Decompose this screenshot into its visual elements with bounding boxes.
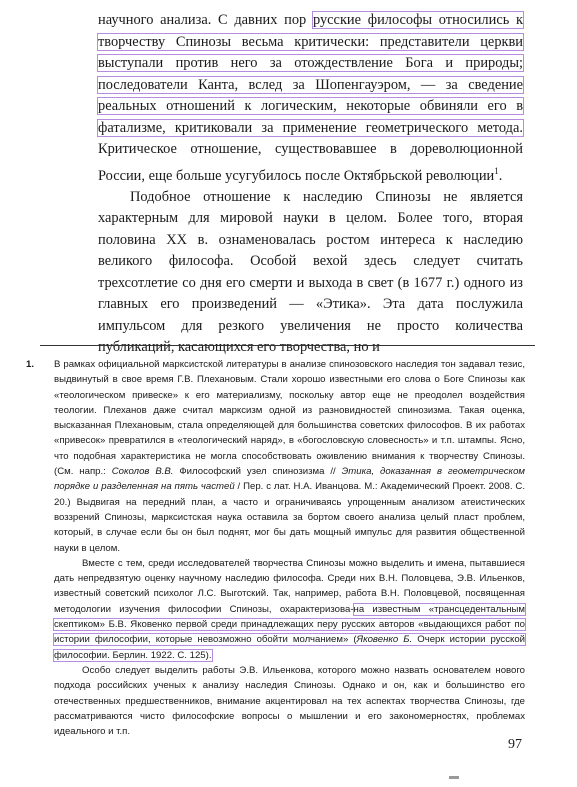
footnote-divider xyxy=(40,345,535,346)
main-text xyxy=(98,10,523,359)
footnote-paragraph-1: 1. В рамках официальной марксистской литературы в анализе спинозовского наследия тон задавал тезис, выдвинутый в свое время Г.В. Плехановым. Стали хорошо известными его слова о Боге Спинозы как «теологическом привеске» к его материализму, поскольку автор еще не преодолел воздействия теологии. Плеханов даже считал марксизм одной из разновидностей спинозизма. Такая оценка, высказанная Плехановым, стала определяющей для большинства советских философов. В их работах «привесок» превратился в «теологический наряд», в «богословскую словесность» и т.п. штампы. Ясно, что подобная характеристика не могла способствовать оживлению внимания к творчеству Спинозы. (См. напр.: Соколов В.В. Философский узел спинозизма // Этика, доказанная в геометрическом порядке и разделенная на пять частей / Пер. с лат. Н.А. Иванцова. М.: Академический Проект. 2008. С. 20.) Выдвигая на передний план, а часто и ограничиваясь упрощенным анализом атеистических воззрений Спинозы, марксистская наука оставила за бортом своего анализа целый пласт проблем, который, в случае если бы он был поднят, мог бы дать мощный импульс для развития общественной науки в целом. xyxy=(26,359,526,554)
page-number: 97 xyxy=(508,737,522,752)
footnote-highlight[interactable]: на известным «трансцедентальным скептиком» Б.В. Яковенко первой среди принадлежащих перу русских авторов «выдающихся работ по истории философии, которые невозможно обойти молчанием» (Яковенко Б. Очерк истории русской философии. Берлин. 1922. С. 125). xyxy=(54,603,526,661)
paragraph-2: Подобное отношение к наследию Спинозы не является характерным для мировой науки в целом. Более того, вторая половина XX в. ознаменовалась ростом интереса к наследию великого философа. Особой вехой здесь следует считать трехсотлетие со дня его смерти и выхода в свет (в 1677 г.) одного из главных его произведений — «Этика». Эта дата послужила импульсом для резкого увеличения не просто количества публикаций, касающихся его творчества, но и xyxy=(98,188,523,356)
paragraph-1: научного анализа. С давних пор русские философы относились к творчеству Спинозы весьма критически: представители церкви выступали против него за отождествление Бога и природы; последователи Канта, вслед за Шопенгауэром, — за сведение реальных отношений к логическим, некоторые обвиняли его в фатализме, критиковали за применение геометрического метода. Критическое отношение, существовавшее в дореволюционной России, еще больше усугубилось после Октябрьской революции$^1$. xyxy=(98,12,523,184)
footnote-paragraph-3: Особо следует выделить работы Э.В. Ильенкова, которого можно назвать основателем нового подхода российских ученых к анализу наследия Спинозы. Однако и он, как и большинство его отечественных предшественников, внимание акцентировал на тех аспектах творчества Спинозы, где рассматриваются чисто философские вопросы о мышлении и его закономерностях, проблемах идеального и т.п. xyxy=(54,664,525,738)
footnote xyxy=(26,357,526,739)
footnote-number: 1. xyxy=(26,359,35,370)
highlighted-passage[interactable]: русские философы относились к творчеству Спинозы весьма критически: представители церкви выступали против него за отождествление Бога и природы; последователи Канта, вслед за Шопенгауэром, — за сведение реальных отношений к логическим, некоторые обвиняли его в фатализме, критиковали за применение геометрического метода. xyxy=(98,12,523,136)
scan-mark xyxy=(449,776,459,779)
footnote-ref[interactable]: 1 xyxy=(494,165,499,176)
footnote-paragraph-2: Вместе с тем, среди исследователей творчества Спинозы можно выделить и имена, пытавшиеся дать непредвзятую оценку научному наследию философа. Среди них В.Н. Половцева, Э.В. Ильенков, известный советский психолог Л.С. Выготский. Так, например, работа В.Н. Половцевой, посвященная методологии изучения философии Спинозы, охарактеризова-на известным «трансцедентальным скептиком» Б.В. Яковенко первой среди принадлежащих перу русских авторов «выдающихся работ по истории философии, которые невозможно обойти молчанием» (Яковенко Б. Очерк истории русской философии. Берлин. 1922. С. 125). xyxy=(54,557,526,661)
